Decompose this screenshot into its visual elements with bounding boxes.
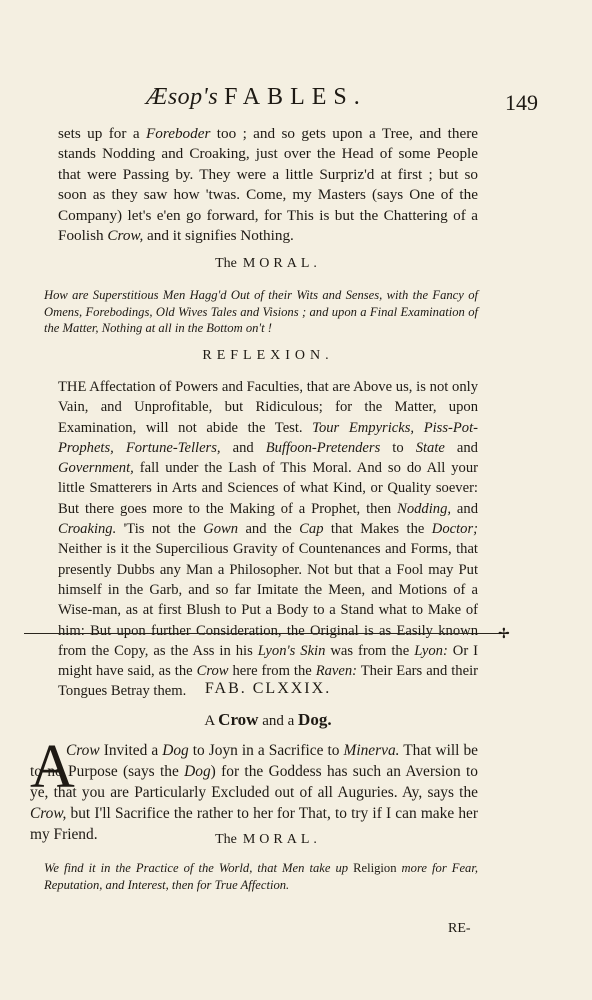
italic-run: Crow (196, 663, 229, 680)
text-run: That will be to no Purpose (says the (30, 742, 479, 780)
italic-run: Crow, (30, 805, 67, 822)
fable-title-crow: Crow (218, 710, 259, 729)
running-head (0, 84, 592, 114)
fable-moral-heading (58, 832, 478, 848)
fable-title-dog: Dog. (298, 710, 332, 729)
text-run: fall under the Lash of This Moral. And so do All your little Smatterers in Arts and Sciences of what Kind, or Quality soever: But there goes more to the Making of a Prophet, then (58, 460, 478, 517)
text-run: 'Tis not the (116, 521, 204, 538)
text-run: but I'll Sacrifice the rather to her for That, to try if I can make her my Friend. (30, 805, 478, 843)
page-number: 149 (505, 90, 538, 115)
fable-moral-text-pre: We find it in the Practice of the World, that Men take up (44, 861, 354, 875)
italic-run: Minerva. (343, 742, 400, 759)
fable-title-mid: and a (262, 713, 295, 729)
italic-run: Tour Empyricks, Piss-Pot-Prophets, Fortune-Tellers, (58, 419, 479, 456)
italic-run: Buffoon-Pretenders (265, 439, 381, 456)
moral-heading-text: MORAL. (242, 256, 321, 271)
text-run: to (380, 439, 416, 456)
text-run: Neither is it the Supercilious Gravity of Countenances and Forms, that presently Dubbs any Man a Philosopher. Not but that a Fool may Put himself in the Garb, and so far Imitate the Meen, and Motions of a Wise-man, as at first Blush to Put a Body to a Stand what to Make of him: But upon further Consideration, the Original is as Easily known from the Copy, as the Ass in his (58, 541, 478, 659)
text-run: sets up for a (58, 125, 146, 142)
italic-run: Dog (162, 742, 189, 759)
text-run: THE Affectation of Powers and Faculties, that are Above us, is not only Vain, and Unprofitable, but Ridiculous; for the Matter, upon Examination, will not abide the Test. (58, 379, 478, 436)
moral-heading (58, 256, 478, 272)
drop-cap: A (30, 733, 75, 801)
moral-heading-lead: The (215, 256, 237, 271)
fable-title-pre: A (204, 713, 215, 729)
section-divider (24, 633, 508, 634)
italic-run: Doctor; (431, 521, 478, 538)
italic-run: Foreboder (145, 125, 211, 142)
reflexion-paragraph (58, 377, 478, 702)
catchword: RE- (448, 921, 471, 936)
reflexion-text (58, 377, 478, 702)
text-run: Invited a (99, 742, 163, 759)
text-run: Or I might have said, as the (58, 642, 479, 680)
italic-run: Cap (299, 521, 324, 538)
text-run: ) for the Goddess has such an Aversion to ye, that you are Particularly Excluded out of all Auguries. Ay, says the (30, 763, 478, 801)
continuation-text (58, 124, 478, 246)
running-title-caps: FABLES. (224, 84, 367, 110)
text-run: and the (238, 521, 300, 538)
fable-moral-text (44, 860, 478, 893)
continuation-paragraph (58, 124, 478, 246)
italic-run: Nodding, (397, 500, 452, 517)
italic-run: Crow (66, 742, 100, 759)
reflexion-heading: REFLEXION. (202, 348, 334, 363)
running-title (146, 84, 367, 111)
italic-run: Raven: (315, 663, 358, 680)
italic-run: Lyon: (414, 642, 448, 659)
italic-run: Lyon's Skin (257, 642, 326, 659)
italic-run: Government, (58, 460, 134, 477)
italic-run: State (415, 439, 445, 456)
running-title-italic: Æsop's (146, 84, 219, 110)
fable-moral-heading-text: MORAL. (242, 832, 321, 847)
text-run: too ; and so gets upon a Tree, and there stands Nodding and Croaking, just over the Head of some People that were Passing by. They were a little Surpriz'd at first ; but so soon as they saw how 'twas. Come, my Masters (says One of the Company) let's e'en go forward, for This is but the Chattering of a Foolish (58, 125, 478, 245)
moral-text: How are Superstitious Men Hagg'd Out of their Wits and Senses, with the Fancy of Omens, Forebodings, Old Wives Tales and Visions ; and upon a Final Examination of the Matter, Nothing at all in the Bottom on't ! (44, 288, 478, 335)
fable-text (30, 740, 478, 845)
italic-run: Crow, (107, 227, 144, 245)
fable-moral-heading-lead: The (215, 832, 237, 847)
text-run: that Makes the (323, 521, 432, 538)
italic-run: Croaking. (58, 521, 117, 538)
fable-moral-text-post: more for Fear, Reputation, and Interest, then for True Affection. (44, 861, 478, 892)
italic-run: Dog (184, 763, 211, 780)
text-run: here from the (228, 663, 316, 680)
text-run: to Joyn in a Sacrifice to (188, 742, 344, 759)
fable-paragraph (30, 740, 478, 845)
text-run: and it signifies Nothing. (143, 227, 294, 245)
fable-title (58, 710, 478, 730)
text-run: was from the (325, 642, 415, 659)
text-run: and (220, 439, 266, 456)
text-run: and (451, 500, 478, 517)
text-run: and (444, 439, 478, 456)
italic-run: Gown (203, 521, 239, 538)
fable-moral-text-upright: Religion (353, 861, 397, 875)
printers-ornament: ✢ (498, 627, 510, 642)
fable-number: FAB. CLXXIX. (204, 680, 332, 697)
text-run: Their Ears and their Tongues Betray them. (58, 663, 478, 700)
